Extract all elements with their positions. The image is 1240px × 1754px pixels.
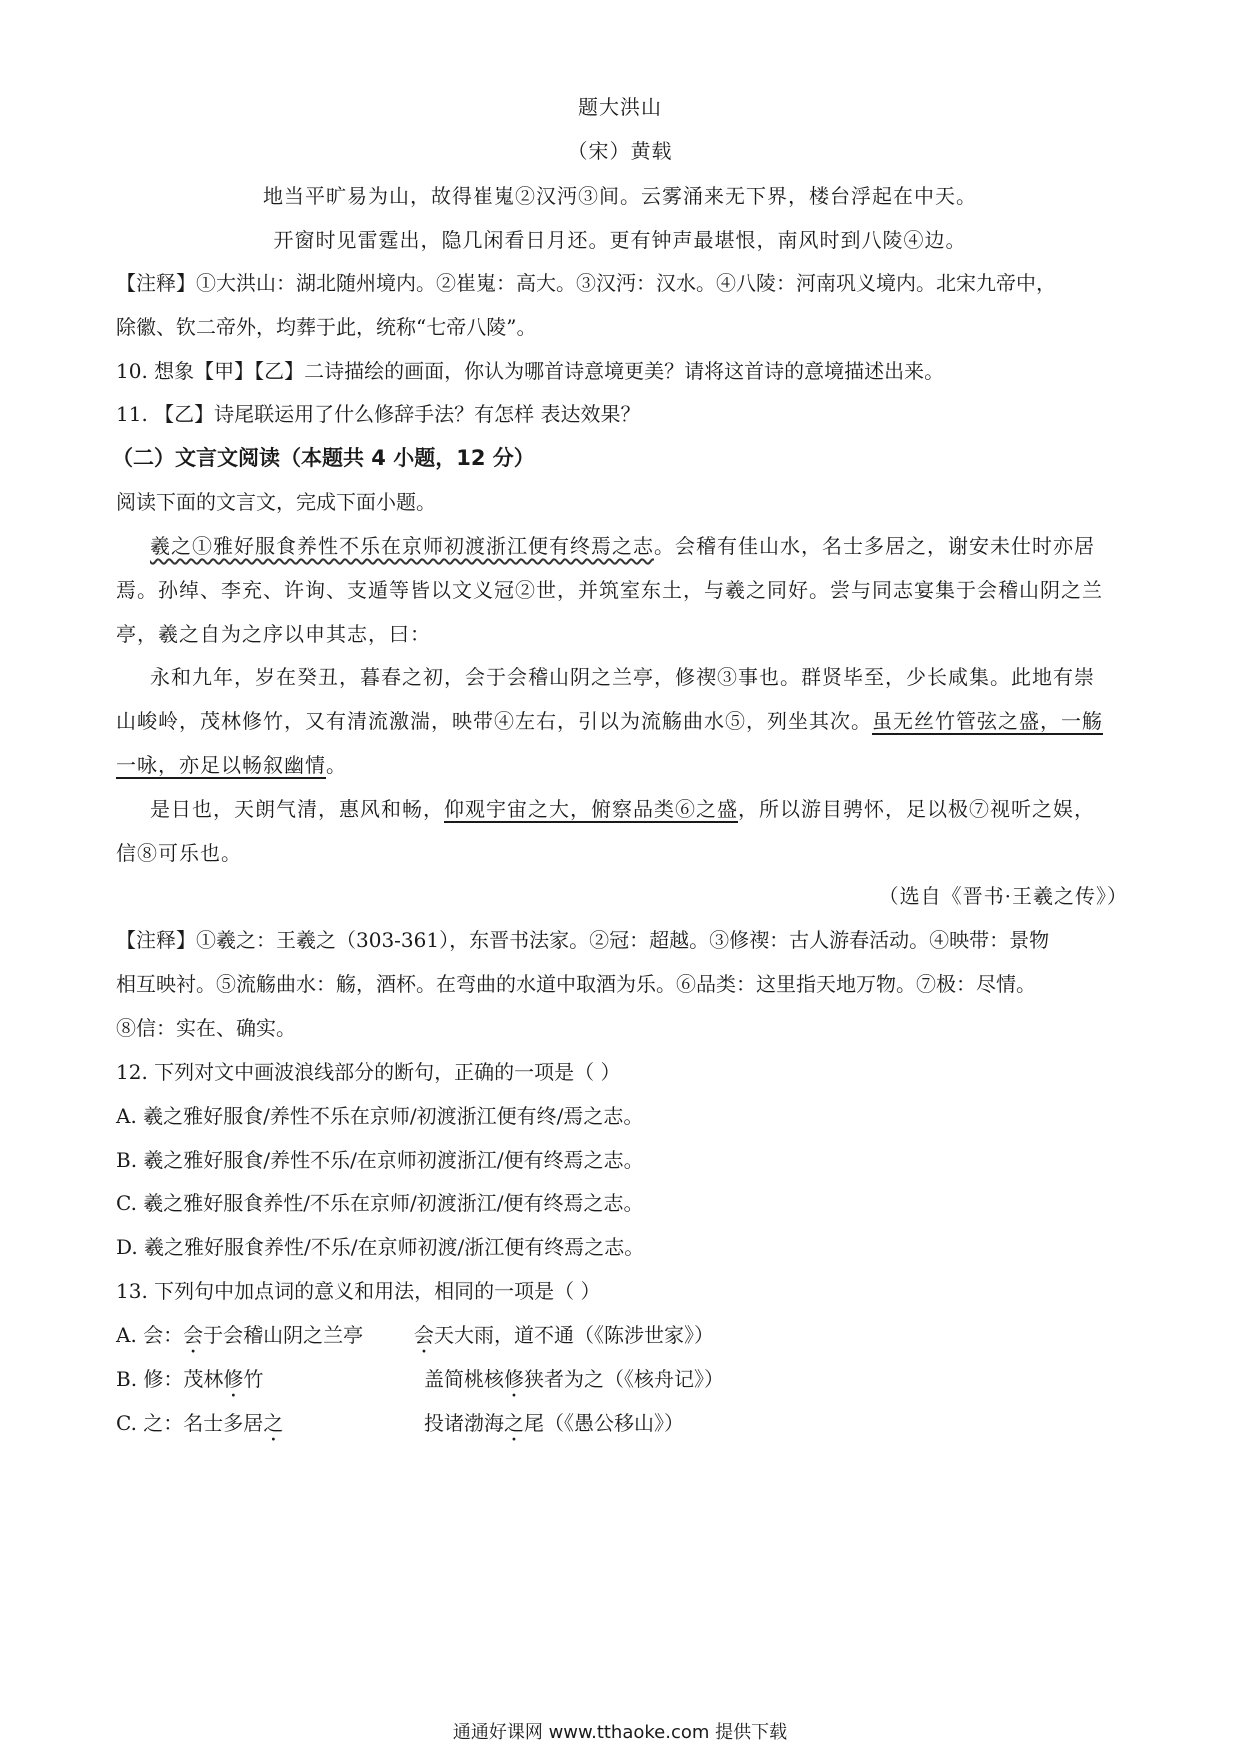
option-text: 狭者为之（《核舟记》） bbox=[524, 1367, 724, 1391]
dotted-word: 之 bbox=[263, 1411, 284, 1435]
dotted-word: 会 bbox=[183, 1323, 204, 1347]
dotted-word: 会 bbox=[414, 1323, 434, 1347]
poem-note-2: 除徽、钦二帝外，均葬于此，统称“七帝八陵”。 bbox=[116, 315, 537, 339]
section-instruction: 阅读下面的文言文，完成下面小题。 bbox=[116, 490, 436, 514]
question-13-stem: 13. 下列句中加点词的意义和用法，相同的一项是（ ） bbox=[116, 1279, 601, 1303]
underlined-sentence: 仰观宇宙之大，俯察品类⑥之盛 bbox=[444, 797, 738, 821]
passage-note-3: ⑧信：实在、确实。 bbox=[116, 1016, 296, 1040]
option-text: 投诸渤海 bbox=[424, 1411, 504, 1435]
page-footer: 通通好课网 www.tthaoke.com 提供下载 bbox=[452, 1722, 788, 1743]
passage-note-2: 相互映衬。⑤流觞曲水：觞，酒杯。在弯曲的水道中取酒为乐。⑥品类：这里指天地万物。⑦极：尽情。 bbox=[116, 972, 1036, 996]
dotted-word: 之 bbox=[504, 1411, 524, 1435]
passage-text: ，所以游目骋怀，足以极⑦视听之娱， bbox=[738, 797, 1095, 821]
question-12-stem: 12. 下列对文中画波浪线部分的断句，正确的一项是（ ） bbox=[116, 1060, 621, 1084]
question-13-option-b[interactable] bbox=[116, 1364, 1128, 1394]
option-text: 盖简桃核 bbox=[424, 1367, 504, 1391]
poem-author: （宋）黄载 bbox=[567, 139, 673, 163]
question-12-option-d[interactable]: D. 羲之雅好服食养性/不乐/在京师初渡/浙江便有终焉之志。 bbox=[116, 1235, 645, 1259]
passage-note-1: 【注释】①羲之：王羲之（303-361），东晋书法家。②冠：超越。③修禊：古人游春活动。④映带：景物 bbox=[116, 928, 1050, 952]
option-label: B. 修：茂林 bbox=[116, 1367, 224, 1391]
passage-p1-line-1 bbox=[150, 531, 1128, 561]
passage-p2-line-1: 永和九年，岁在癸丑，暮春之初，会于会稽山阴之兰亭，修禊③事也。群贤毕至，少长咸集。此地有崇 bbox=[150, 665, 1095, 689]
option-label: A. 会： bbox=[116, 1323, 184, 1347]
question-12-option-b[interactable]: B. 羲之雅好服食/养性不乐/在京师初渡浙江/便有终焉之志。 bbox=[116, 1148, 644, 1172]
passage-text: 是日也，天朗气清，惠风和畅， bbox=[150, 797, 444, 821]
passage-source: （选自《晋书·王羲之传》） bbox=[878, 884, 1128, 908]
option-text: 天大雨，道不通（《陈涉世家》） bbox=[434, 1323, 714, 1347]
question-13-option-c[interactable] bbox=[116, 1408, 1128, 1438]
section-heading: （二）文言文阅读（本题共 4 小题，12 分） bbox=[112, 446, 535, 470]
poem-title: 题大洪山 bbox=[578, 95, 662, 119]
option-text: 尾（《愚公移山》） bbox=[524, 1411, 684, 1435]
underlined-sentence: 一咏，亦足以畅叙幽情 bbox=[116, 753, 326, 777]
passage-p2-line-2 bbox=[116, 706, 1128, 736]
question-11: 11. 【乙】诗尾联运用了什么修辞手法？有怎样 表达效果？ bbox=[116, 402, 641, 426]
question-12-option-c[interactable]: C. 羲之雅好服食养性/不乐在京师/初渡浙江/便有终焉之志。 bbox=[116, 1191, 644, 1215]
poem-line-1: 地当平旷易为山，故得崔嵬②汉沔③间。云雾涌来无下界，楼台浮起在中天。 bbox=[263, 184, 977, 208]
question-12-option-a[interactable]: A. 羲之雅好服食/养性不乐在京师/初渡浙江便有终/焉之志。 bbox=[116, 1104, 644, 1128]
poem-line-2: 开窗时见雷霆出，隐几闲看日月还。更有钟声最堪恨，南风时到八陵④边。 bbox=[273, 228, 967, 252]
underlined-sentence: 虽无丝竹管弦之盛，一觞 bbox=[872, 709, 1103, 733]
passage-p1-line-2: 焉。孙绰、李充、许询、支遁等皆以文义冠②世，并筑室东土，与羲之同好。尝与同志宴集于会稽山阴之兰 bbox=[116, 578, 1103, 602]
passage-text: 。 bbox=[326, 753, 347, 777]
option-a-comparison bbox=[414, 1320, 714, 1350]
question-13-option-a[interactable] bbox=[116, 1320, 1128, 1350]
passage-p3-line-1 bbox=[150, 794, 1128, 824]
option-text: 于会稽山阴之兰亭 bbox=[203, 1323, 364, 1347]
option-label: C. 之：名士多居 bbox=[116, 1411, 264, 1435]
option-c-comparison bbox=[424, 1408, 684, 1438]
poem-note-1: 【注释】①大洪山：湖北随州境内。②崔嵬：高大。③汉沔：汉水。④八陵：河南巩义境内。北宋九帝中， bbox=[116, 271, 1056, 295]
question-10: 10. 想象【甲】【乙】二诗描绘的画面，你认为哪首诗意境更美？请将这首诗的意境描述出来。 bbox=[116, 359, 945, 383]
passage-p1-line-3: 亭，羲之自为之序以申其志，曰： bbox=[116, 622, 431, 646]
passage-text: 。会稽有佳山水，名士多居之，谢安未仕时亦居 bbox=[654, 534, 1095, 558]
passage-p3-line-2: 信⑧可乐也。 bbox=[116, 841, 242, 865]
option-b-comparison bbox=[424, 1364, 724, 1394]
wavy-underlined-sentence: 羲之①雅好服食养性不乐在京师初渡浙江便有终焉之志 bbox=[150, 534, 654, 558]
option-text: 竹 bbox=[243, 1367, 264, 1391]
dotted-word: 修 bbox=[504, 1367, 524, 1391]
passage-text: 山峻岭，茂林修竹，又有清流激湍，映带④左右，引以为流觞曲水⑤，列坐其次。 bbox=[116, 709, 872, 733]
passage-p2-line-3 bbox=[116, 750, 1128, 780]
dotted-word: 修 bbox=[223, 1367, 244, 1391]
